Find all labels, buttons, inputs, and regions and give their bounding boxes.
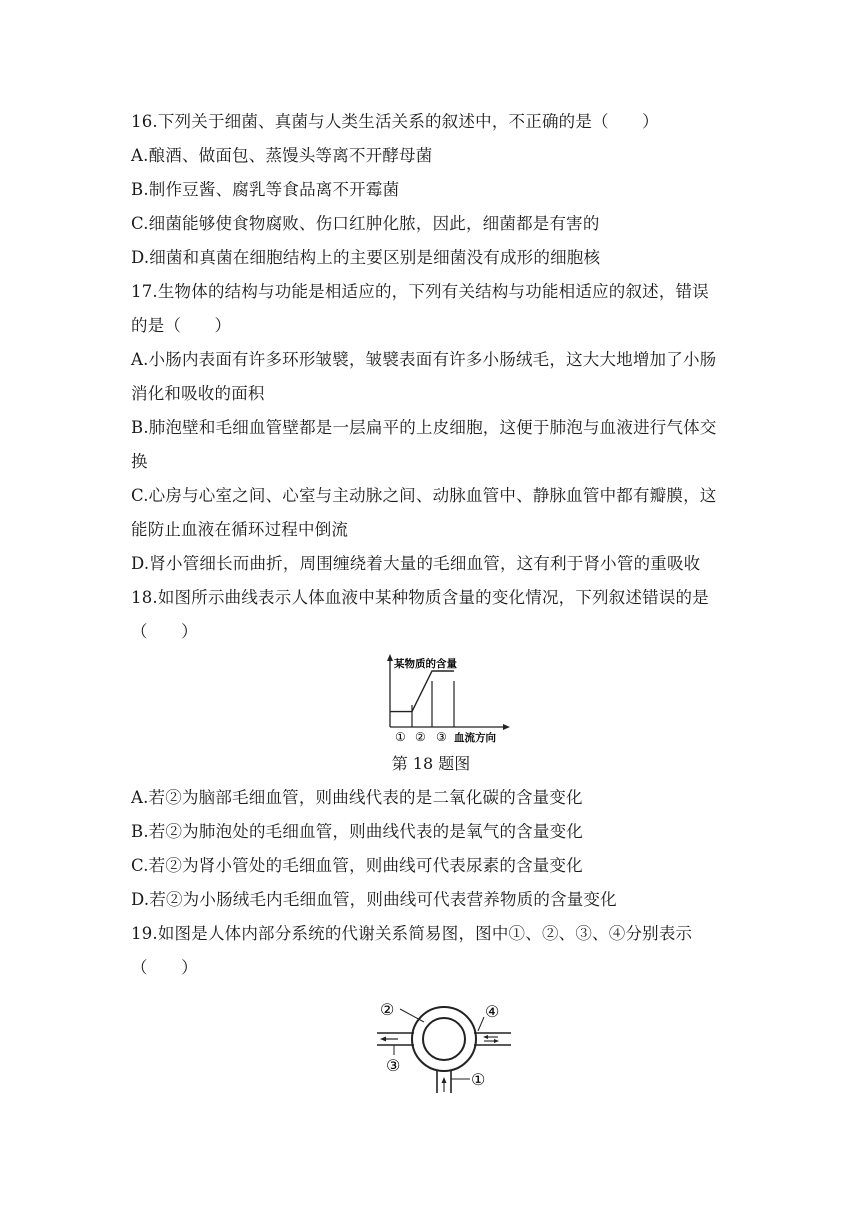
inner-ring — [423, 1018, 465, 1060]
right-arrow-in-icon — [483, 1035, 488, 1039]
y-axis-arrow-icon — [387, 654, 393, 661]
q19-metabolism-diagram — [374, 995, 514, 1095]
q17-option-a-line1: A.小肠内表面有许多环形皱襞，皱襞表面有许多小肠绒毛，这大大地增加了小肠 — [131, 350, 717, 369]
q17-option-c-line2: 能防止血液在循环过程中倒流 — [131, 520, 349, 539]
q19-stem-line1: 19.如图是人体内部分系统的代谢关系简易图，图中①、②、③、④分别表示 — [131, 924, 693, 943]
exam-page — [131, 105, 731, 1105]
q17-option-b-line1: B.肺泡壁和毛细血管壁都是一层扁平的上皮细胞，这便于肺泡与血液进行气体交 — [131, 418, 717, 437]
q18-stem-line2: （ ） — [131, 622, 198, 641]
q16-option-b: B.制作豆酱、腐乳等食品离不开霉菌 — [131, 180, 400, 199]
q19-figure — [131, 995, 731, 1105]
left-arrow-icon — [380, 1037, 386, 1042]
label-1: ① — [471, 1070, 486, 1089]
q19-stem-line2: （ ） — [131, 958, 198, 977]
q18-option-a: A.若②为脑部毛细血管，则曲线代表的是二氧化碳的含量变化 — [131, 788, 583, 807]
x-axis-arrow-icon — [503, 724, 510, 730]
outer-ring — [412, 1007, 476, 1071]
label-4: ④ — [485, 1002, 500, 1021]
q18-curve-diagram — [382, 653, 512, 743]
q18-stem-line1: 18.如图所示曲线表示人体血液中某种物质含量的变化情况，下列叙述错误的是 — [131, 588, 709, 607]
label-2: ② — [380, 1000, 395, 1019]
q17-stem-line1: 17.生物体的结构与功能是相适应的，下列有关结构与功能相适应的叙述，错误 — [131, 282, 709, 301]
q18-figure — [131, 653, 731, 749]
q17-option-a-line2: 消化和吸收的面积 — [131, 384, 265, 403]
q18-option-c: C.若②为肾小管处的毛细血管，则曲线可代表尿素的含量变化 — [131, 856, 583, 875]
q16-stem: 16.下列关于细菌、真菌与人类生活关系的叙述中，不正确的是（ ） — [131, 112, 659, 131]
content-curve — [390, 671, 454, 712]
segment-label-3: ③ — [436, 730, 447, 743]
leader-4 — [478, 1017, 484, 1031]
segment-label-2: ② — [415, 730, 426, 743]
q18-option-b: B.若②为肺泡处的毛细血管，则曲线代表的是氧气的含量变化 — [131, 822, 583, 841]
right-arrow-out-icon — [494, 1039, 499, 1043]
q17-stem-line2: 的是（ ） — [131, 316, 232, 335]
q17-option-d: D.肾小管细长而曲折，周围缠绕着大量的毛细血管，这有利于肾小管的重吸收 — [131, 554, 701, 573]
q17-option-c-line1: C.心房与心室之间、心室与主动脉之间、动脉血管中、静脉血管中都有瓣膜，这 — [131, 486, 717, 505]
q18-figure-caption: 第 18 题图 — [391, 754, 471, 773]
q16-option-c: C.细菌能够使食物腐败、伤口红肿化脓，因此，细菌都是有害的 — [131, 214, 600, 233]
leader-2 — [400, 1009, 424, 1022]
q17-option-b-line2: 换 — [131, 452, 148, 471]
y-axis-label: 某物质的含量 — [394, 658, 457, 670]
q16-option-a: A.酿酒、做面包、蒸馒头等离不开酵母菌 — [131, 146, 433, 165]
x-axis-label: 血流方向 — [454, 732, 496, 743]
q18-option-d: D.若②为小肠绒毛内毛细血管，则曲线可代表营养物质的含量变化 — [131, 890, 617, 909]
q16-option-d: D.细菌和真菌在细胞结构上的主要区别是细菌没有成形的细胞核 — [131, 248, 601, 267]
bottom-arrow-icon — [442, 1077, 447, 1083]
segment-label-1: ① — [395, 730, 406, 743]
label-3: ③ — [386, 1056, 401, 1075]
